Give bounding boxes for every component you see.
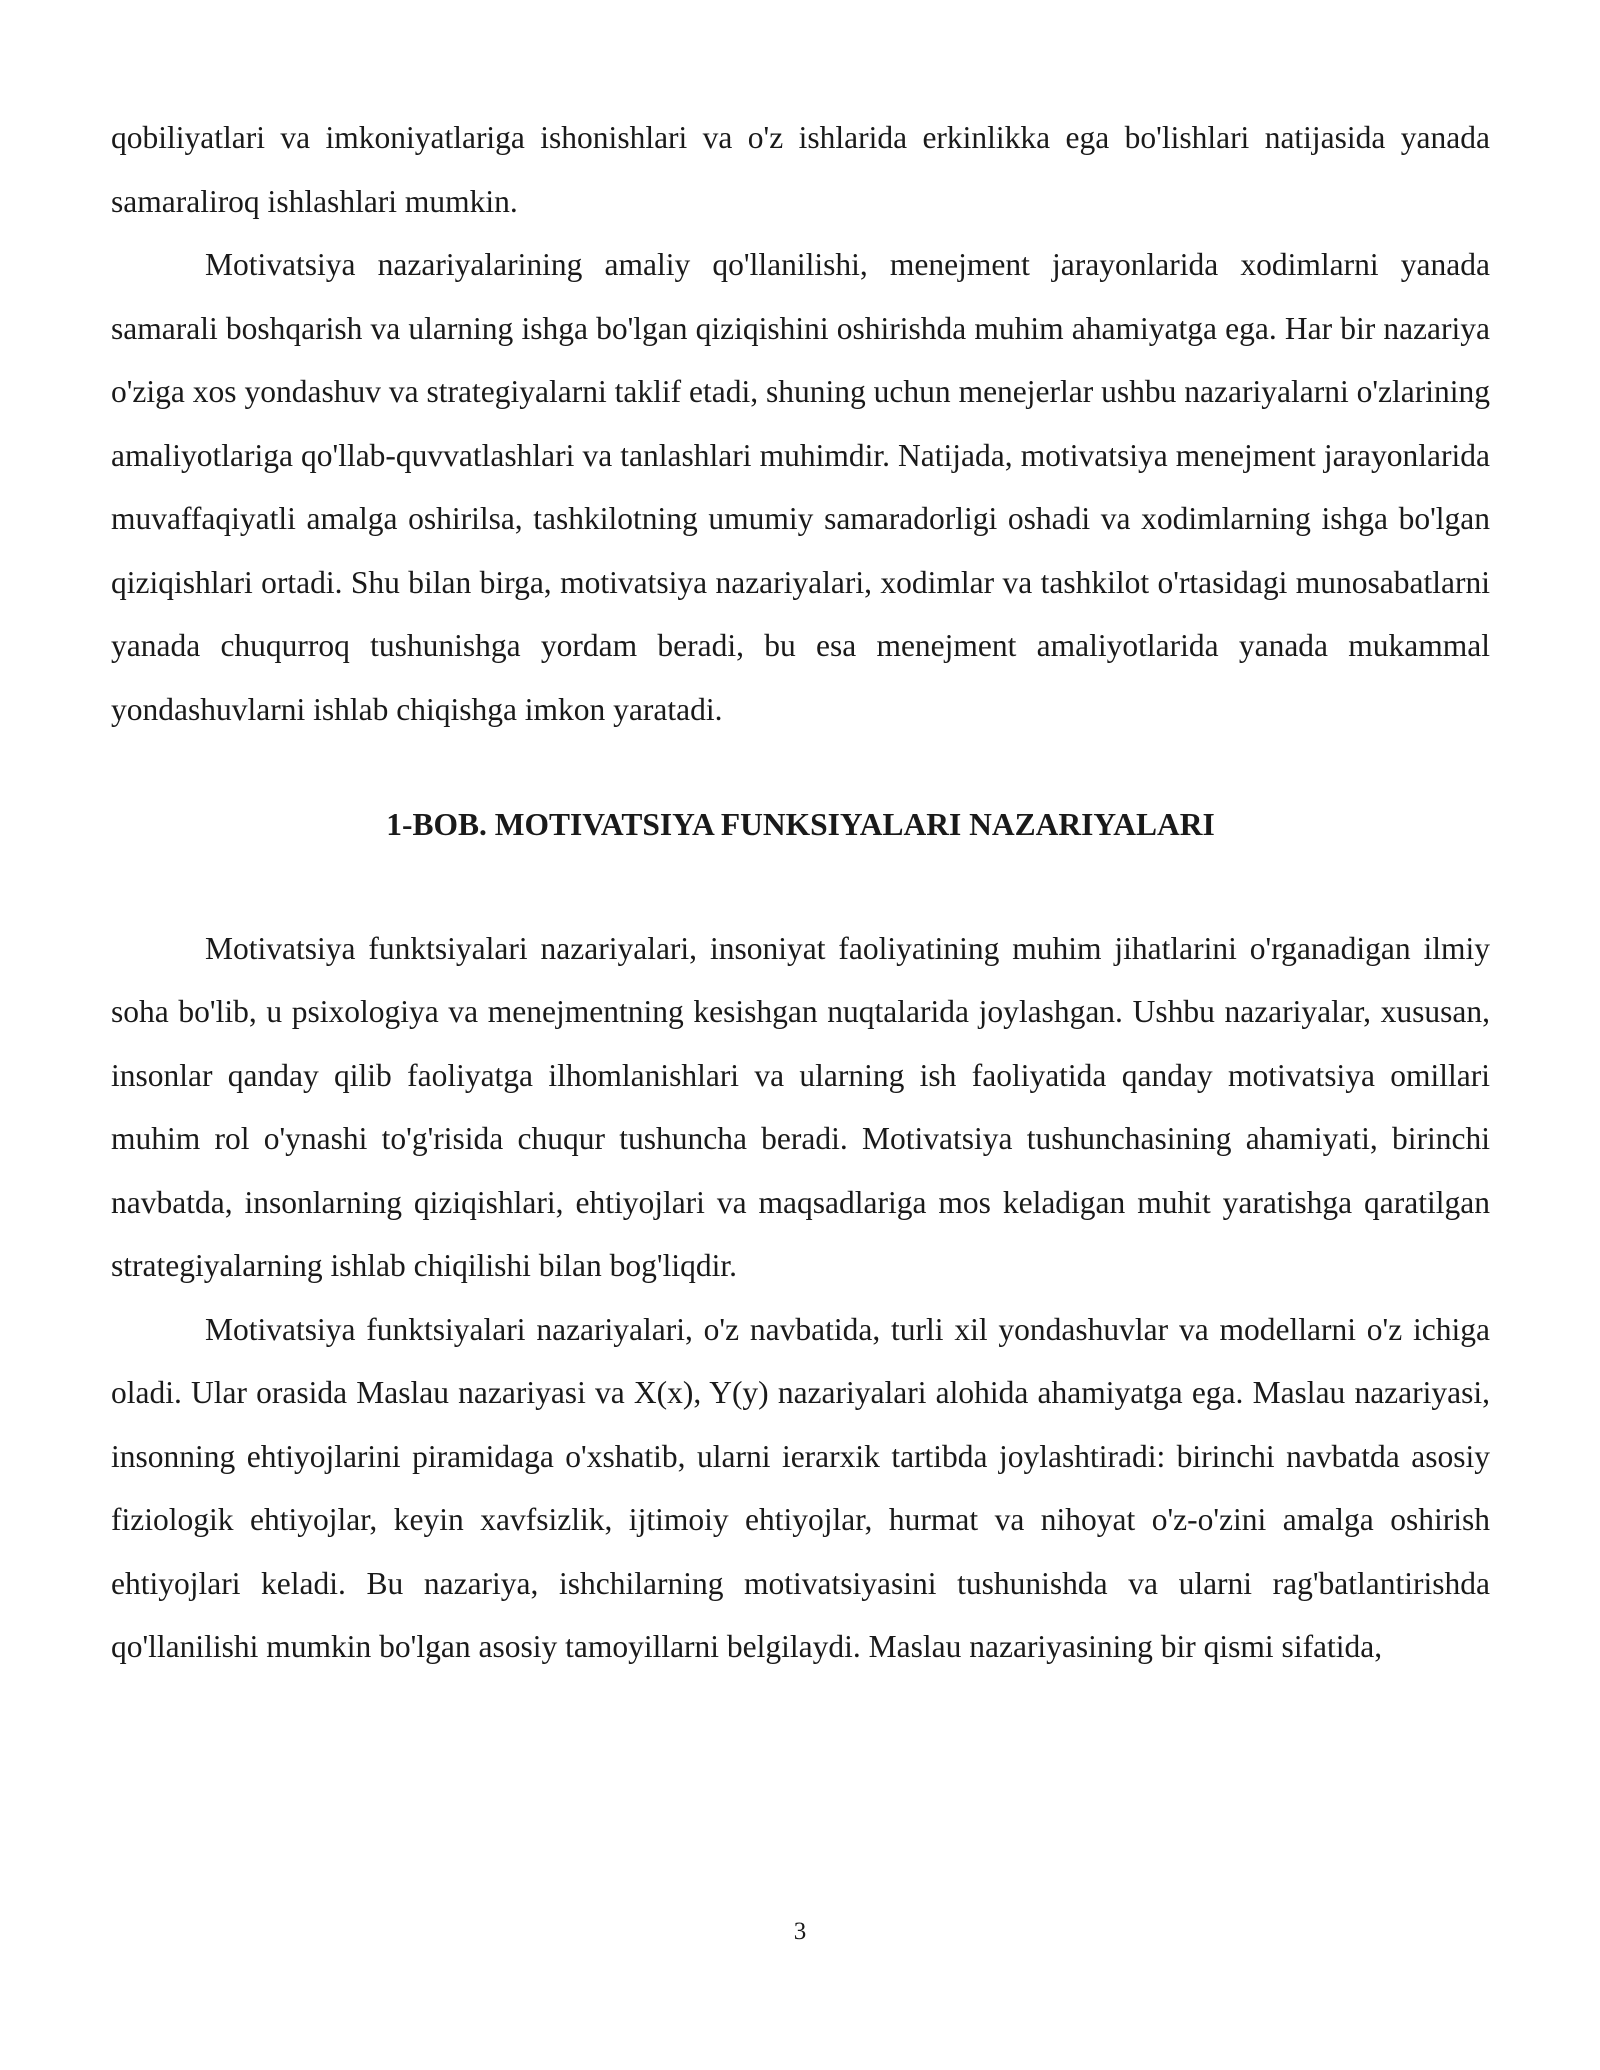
page-body <box>111 106 1490 1679</box>
paragraph-continued: qobiliyatlari va imkoniyatlariga ishonishlari va o'z ishlarida erkinlikka ega bo'lishlari natijasida yanada samaraliroq ishlashlari mumkin. <box>111 120 1490 219</box>
paragraph-motivation-functions-intro: Motivatsiya funktsiyalari nazariyalari, insoniyat faoliyatining muhim jihatlarini o'rganadigan ilmiy soha bo'lib, u psixologiya va menejmentning kesishgan nuqtalarida joylashgan. Ushbu nazariyalar, xususan, insonlar qanday qilib faoliyatga ilhomlanishlari va ularning ish faoliyatida qanday motivatsiya omillari muhim rol o'ynashi to'g'risida chuqur tushuncha beradi. Motivatsiya tushunchasining ahamiyati, birinchi navbatda, insonlarning qiziqishlari, ehtiyojlari va maqsadlariga mos keladigan muhit yaratishga qaratilgan strategiyalarning ishlab chiqilishi bilan bog'liqdir. <box>111 930 1490 1283</box>
paragraph-maslow-theory: Motivatsiya funktsiyalari nazariyalari, o'z navbatida, turli xil yondashuvlar va modellarni o'z ichiga oladi. Ular orasida Maslau nazariyasi va X(x), Y(y) nazariyalari alohida ahamiyatga ega. Maslau nazariyasi, insonning ehtiyojlarini piramidaga o'xshatib, ularni ierarxik tartibda joylashtiradi: birinchi navbatda asosiy fiziologik ehtiyojlar, keyin xavfsizlik, ijtimoiy ehtiyojlar, hurmat va nihoyat o'z-o'zini amalga oshirish ehtiyojlari keladi. Bu nazariya, ishchilarning motivatsiyasini tushunishda va ularni rag'batlantirishda qo'llanilishi mumkin bo'lgan asosiy tamoyillarni belgilaydi. Maslau nazariyasining bir qismi sifatida, <box>111 1311 1490 1664</box>
paragraph-motivation-applications: Motivatsiya nazariyalarining amaliy qo'llanilishi, menejment jarayonlarida xodimlarni yanada samarali boshqarish va ularning ishga bo'lgan qiziqishini oshirishda muhim ahamiyatga ega. Har bir nazariya o'ziga xos yondashuv va strategiyalarni taklif etadi, shuning uchun menejerlar ushbu nazariyalarni o'zlarining amaliyotlariga qo'llab-quvvatlashlari va tanlashlari muhimdir. Natijada, motivatsiya menejment jarayonlarida muvaffaqiyatli amalga oshirilsa, tashkilotning umumiy samaradorligi oshadi va xodimlarning ishga bo'lgan qiziqishlari ortadi. Shu bilan birga, motivatsiya nazariyalari, xodimlar va tashkilot o'rtasidagi munosabatlarni yanada chuqurroq tushunishga yordam beradi, bu esa menejment amaliyotlarida yanada mukammal yondashuvlarni ishlab chiqishga imkon yaratadi. <box>111 247 1490 727</box>
page-number: 3 <box>793 1918 807 1945</box>
chapter-heading: 1-BOB. MOTIVATSIYA FUNKSIYALARI NAZARIYALARI <box>386 807 1215 842</box>
